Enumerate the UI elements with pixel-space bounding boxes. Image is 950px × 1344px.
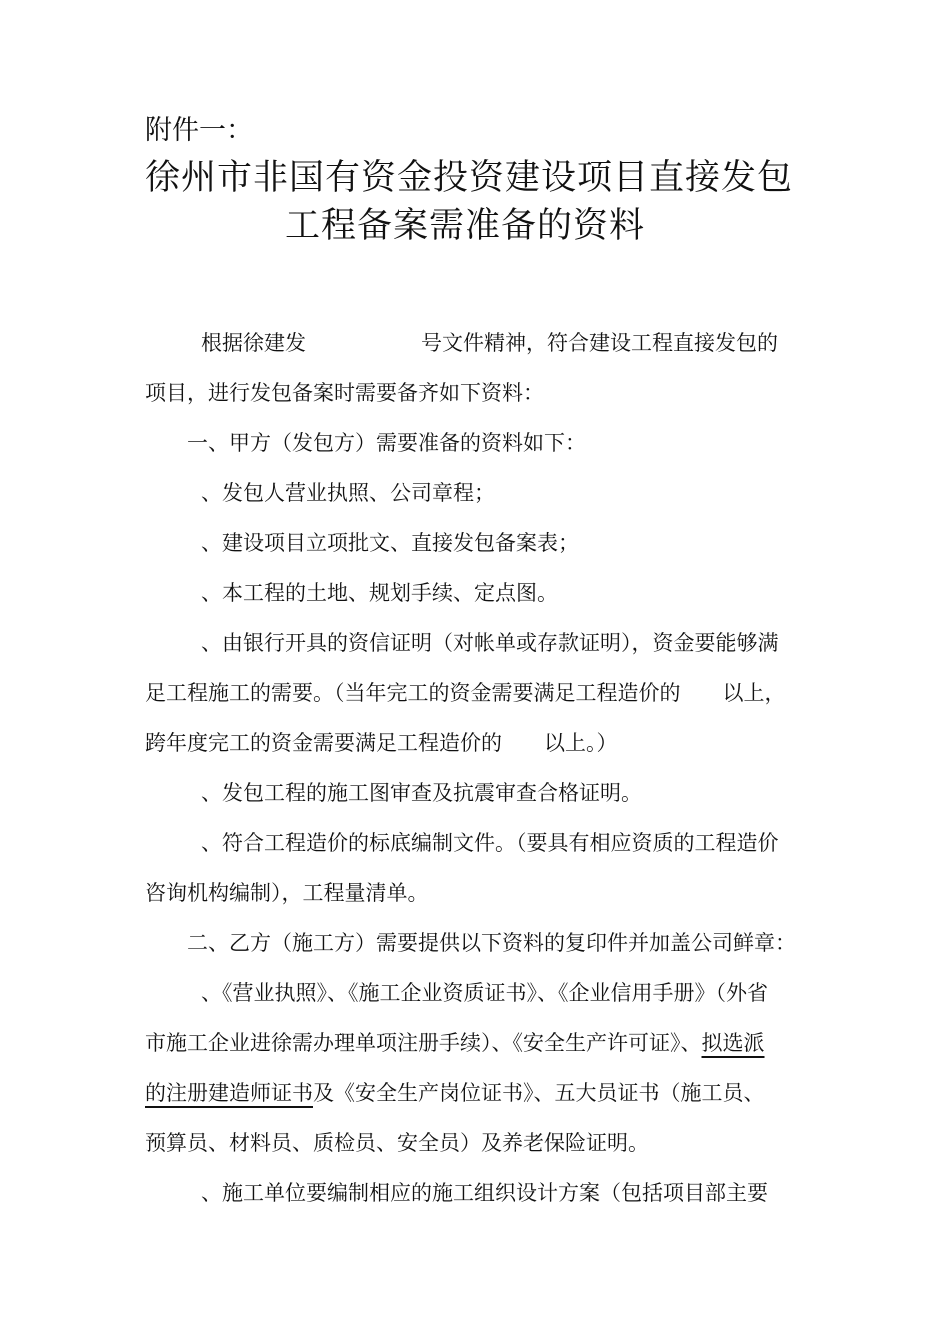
s2-item-1-line-3 [145, 1068, 810, 1118]
document-title-line-2: 工程备案需准备的资料 [285, 206, 646, 246]
intro-text-b: 号文件精神，符合建设工程直接发包的 [421, 331, 778, 355]
s1-item-5: 、发包工程的施工图审查及抗震审查合格证明。 [201, 781, 642, 805]
underlined-text: 拟选派 [701, 1031, 765, 1055]
s2-item-1-line-1: 、《营业执照》、《施工企业资质证书》、《企业信用手册》（外省 [201, 981, 768, 1005]
section-1-heading: 一、甲方（发包方）需要准备的资料如下： [187, 431, 586, 455]
s2-item-1-text-b1: 市施工企业进徐需办理单项注册手续）、《安全生产许可证》、 [145, 1031, 702, 1055]
intro-text-a: 根据徐建发 [201, 331, 306, 355]
s1-item-4-text-c1: 跨年度完工的资金需要满足工程造价的 [145, 731, 502, 755]
document-body [145, 318, 810, 1218]
s1-item-4-line-2 [145, 668, 810, 718]
s1-item-4-text-b2: 以上， [722, 681, 786, 705]
section-2-heading: 二、乙方（施工方）需要提供以下资料的复印件并加盖公司鲜章： [187, 931, 796, 955]
s1-item-3: 、本工程的土地、规划手续、定点图。 [201, 581, 558, 605]
underlined-text: 的注册建造师证书 [145, 1081, 313, 1105]
s1-item-4-text-c2: 以上。） [544, 731, 618, 755]
s1-item-1: 、发包人营业执照、公司章程； [201, 481, 495, 505]
s1-item-6-line-1: 、符合工程造价的标底编制文件。（要具有相应资质的工程造价 [201, 831, 779, 855]
s2-item-2-line-1: 、施工单位要编制相应的施工组织设计方案（包括项目部主要 [201, 1181, 768, 1205]
s2-item-1-line-4: 预算员、材料员、质检员、安全员）及养老保险证明。 [145, 1131, 649, 1155]
s1-item-2: 、建设项目立项批文、直接发包备案表； [201, 531, 579, 555]
s2-item-1-line-2 [145, 1018, 810, 1068]
s1-item-4-line-3 [145, 718, 810, 768]
s1-item-6-line-2: 咨询机构编制），工程量清单。 [145, 881, 429, 905]
document-title-line-1: 徐州市非国有资金投资建设项目直接发包 [145, 158, 794, 198]
s1-item-4-line-1: 、由银行开具的资信证明（对帐单或存款证明），资金要能够满 [201, 631, 779, 655]
s2-item-1-text-c2: 及《安全生产岗位证书》、五大员证书（施工员、 [313, 1081, 765, 1105]
attachment-label: 附件一： [145, 115, 253, 146]
intro-paragraph-line-2: 项目，进行发包备案时需要备齐如下资料： [145, 381, 544, 405]
intro-paragraph-line-1 [145, 318, 810, 368]
s1-item-4-text-b1: 足工程施工的需要。（当年完工的资金需要满足工程造价的 [145, 681, 681, 705]
